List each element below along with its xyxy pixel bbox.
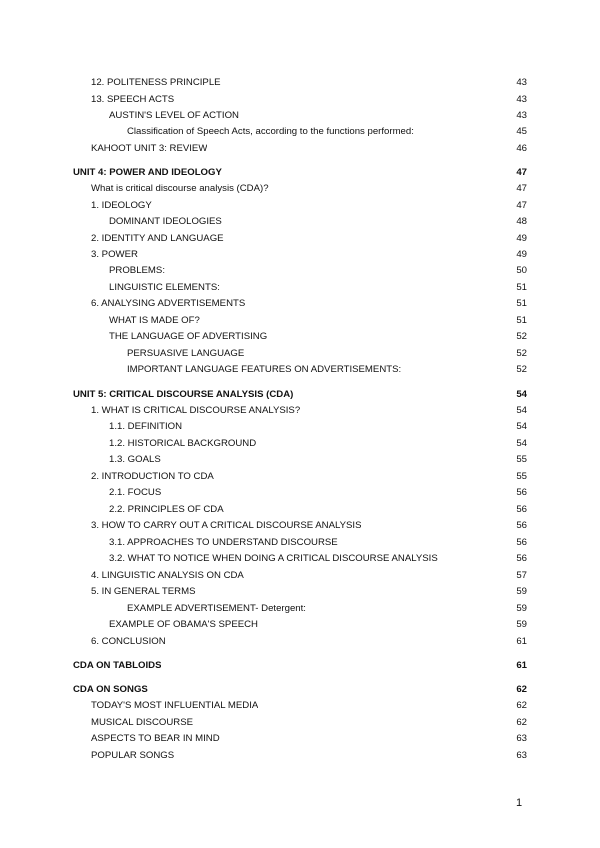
toc-entry-title: 5. IN GENERAL TERMS xyxy=(91,586,196,597)
toc-entry-title: KAHOOT UNIT 3: REVIEW xyxy=(91,143,208,154)
toc-entry[interactable] xyxy=(109,619,527,631)
toc-entry-title: CDA ON TABLOIDS xyxy=(73,660,162,671)
toc-entry[interactable] xyxy=(91,520,527,532)
toc-entry-title: PROBLEMS: xyxy=(109,265,165,276)
toc-entry-page: 62 xyxy=(516,700,527,711)
toc-entry[interactable] xyxy=(109,504,527,516)
toc-entry-page: 57 xyxy=(516,570,527,581)
toc-entry-title: AUSTIN'S LEVEL OF ACTION xyxy=(109,110,239,121)
toc-entry-page: 56 xyxy=(516,487,527,498)
toc-entry-page: 46 xyxy=(516,143,527,154)
toc-entry-page: 54 xyxy=(516,421,527,432)
toc-entry-title: 1.1. DEFINITION xyxy=(109,421,183,432)
toc-entry[interactable] xyxy=(127,603,527,615)
toc-entry[interactable] xyxy=(73,684,527,696)
toc-entry[interactable] xyxy=(109,216,527,228)
toc-entry[interactable] xyxy=(91,200,527,212)
toc-entry-page: 43 xyxy=(516,94,527,105)
toc-entry[interactable] xyxy=(127,126,527,138)
toc-entry-title: TODAY'S MOST INFLUENTIAL MEDIA xyxy=(91,700,259,711)
toc-entry[interactable] xyxy=(91,700,527,712)
toc-entry-page: 47 xyxy=(516,183,527,194)
toc-entry-title: 3.2. WHAT TO NOTICE WHEN DOING A CRITICAL DISCOURSE ANALYSIS xyxy=(109,553,438,564)
toc-entry-page: 51 xyxy=(516,315,527,326)
toc-entry[interactable] xyxy=(109,537,527,549)
toc-entry-title: CDA ON SONGS xyxy=(73,684,148,695)
toc-entry-title: 2. IDENTITY AND LANGUAGE xyxy=(91,233,224,244)
toc-entry[interactable] xyxy=(91,298,527,310)
toc-entry[interactable] xyxy=(91,750,527,762)
toc-entry-page: 63 xyxy=(516,750,527,761)
toc-entry[interactable] xyxy=(91,405,527,417)
toc-entry[interactable] xyxy=(91,77,527,89)
toc-entry-page: 56 xyxy=(516,537,527,548)
toc-entry-title: 2. INTRODUCTION TO CDA xyxy=(91,471,214,482)
toc-entry-title: 3. HOW TO CARRY OUT A CRITICAL DISCOURSE ANALYSIS xyxy=(91,520,362,531)
toc-entry[interactable] xyxy=(109,282,527,294)
toc-entry-title: DOMINANT IDEOLOGIES xyxy=(109,216,222,227)
toc-entry[interactable] xyxy=(91,570,527,582)
toc-entry[interactable] xyxy=(109,487,527,499)
toc-entry-page: 43 xyxy=(516,110,527,121)
toc-entry-page: 47 xyxy=(516,167,527,178)
toc-entry-page: 56 xyxy=(516,520,527,531)
toc-entry-title: 1. WHAT IS CRITICAL DISCOURSE ANALYSIS? xyxy=(91,405,301,416)
toc-entry[interactable] xyxy=(91,717,527,729)
toc-entry-page: 51 xyxy=(516,282,527,293)
toc-entry-page: 45 xyxy=(516,126,527,137)
toc-entry-title: EXAMPLE ADVERTISEMENT- Detergent: xyxy=(127,603,306,614)
toc-entry-page: 50 xyxy=(516,265,527,276)
toc-entry[interactable] xyxy=(91,94,527,106)
toc-entry-page: 48 xyxy=(516,216,527,227)
toc-entry-page: 52 xyxy=(516,331,527,342)
toc-entry-title: Classification of Speech Acts, according to the functions performed: xyxy=(127,126,414,137)
toc-entry-title: THE LANGUAGE OF ADVERTISING xyxy=(109,331,268,342)
toc-entry-title: MUSICAL DISCOURSE xyxy=(91,717,193,728)
toc-entry-page: 56 xyxy=(516,504,527,515)
toc-entry-page: 59 xyxy=(516,619,527,630)
toc-entry-page: 59 xyxy=(516,603,527,614)
toc-entry-page: 49 xyxy=(516,233,527,244)
toc-entry[interactable] xyxy=(109,454,527,466)
toc-entry[interactable] xyxy=(127,364,527,376)
toc-entry-title: 1.3. GOALS xyxy=(109,454,161,465)
toc-entry[interactable] xyxy=(109,315,527,327)
toc-entry-page: 59 xyxy=(516,586,527,597)
toc-entry[interactable] xyxy=(91,143,527,155)
toc-entry-title: PERSUASIVE LANGUAGE xyxy=(127,348,245,359)
toc-entry-title: ASPECTS TO BEAR IN MIND xyxy=(91,733,220,744)
toc-entry-title: UNIT 4: POWER AND IDEOLOGY xyxy=(73,167,222,178)
toc-entry-page: 63 xyxy=(516,733,527,744)
toc-entry-page: 49 xyxy=(516,249,527,260)
toc-entry-title: 1. IDEOLOGY xyxy=(91,200,152,211)
toc-entry[interactable] xyxy=(91,471,527,483)
toc-entry-title: 2.2. PRINCIPLES OF CDA xyxy=(109,504,224,515)
toc-entry[interactable] xyxy=(109,265,527,277)
toc-entry[interactable] xyxy=(109,421,527,433)
toc-entry-page: 43 xyxy=(516,77,527,88)
toc-entry-title: 3.1. APPROACHES TO UNDERSTAND DISCOURSE xyxy=(109,537,338,548)
toc-entry-title: What is critical discourse analysis (CDA)? xyxy=(91,183,269,194)
toc-entry-page: 61 xyxy=(516,660,527,671)
toc-entry-title: POPULAR SONGS xyxy=(91,750,175,761)
toc-entry-page: 62 xyxy=(516,684,527,695)
toc-entry[interactable] xyxy=(73,660,527,672)
toc-entry-page: 52 xyxy=(516,364,527,375)
toc-entry-title: 4. LINGUISTIC ANALYSIS ON CDA xyxy=(91,570,244,581)
toc-entry[interactable] xyxy=(91,183,527,195)
toc-entry[interactable] xyxy=(91,249,527,261)
toc-entry-page: 62 xyxy=(516,717,527,728)
toc-entry-title: UNIT 5: CRITICAL DISCOURSE ANALYSIS (CDA) xyxy=(73,389,294,400)
toc-entry[interactable] xyxy=(109,438,527,450)
toc-entry-title: WHAT IS MADE OF? xyxy=(109,315,200,326)
toc-entry-page: 54 xyxy=(516,389,527,400)
toc-entry[interactable] xyxy=(91,636,527,648)
toc-entry-title: IMPORTANT LANGUAGE FEATURES ON ADVERTISEMENTS: xyxy=(127,364,402,375)
toc-entry-page: 61 xyxy=(516,636,527,647)
toc-entry[interactable] xyxy=(73,389,527,401)
toc-entry-page: 56 xyxy=(516,553,527,564)
toc-entry-page: 55 xyxy=(516,471,527,482)
toc-entry-title: 12. POLITENESS PRINCIPLE xyxy=(91,77,221,88)
toc-entry[interactable] xyxy=(109,553,527,565)
toc-entry-page: 55 xyxy=(516,454,527,465)
toc-entry[interactable] xyxy=(109,331,527,343)
toc-entry-title: 6. ANALYSING ADVERTISEMENTS xyxy=(91,298,246,309)
toc-entry[interactable] xyxy=(91,586,527,598)
toc-entry-title: 1.2. HISTORICAL BACKGROUND xyxy=(109,438,257,449)
toc-entry-title: EXAMPLE OF OBAMA'S SPEECH xyxy=(109,619,258,630)
toc-entry[interactable] xyxy=(91,233,527,245)
toc-entry[interactable] xyxy=(73,167,527,179)
toc-entry[interactable] xyxy=(91,733,527,745)
toc-entry-page: 51 xyxy=(516,298,527,309)
toc-entry-title: LINGUISTIC ELEMENTS: xyxy=(109,282,220,293)
toc-entry-page: 54 xyxy=(516,438,527,449)
toc-entry-title: 3. POWER xyxy=(91,249,138,260)
toc-entry-page: 54 xyxy=(516,405,527,416)
toc-entry-title: 6. CONCLUSION xyxy=(91,636,166,647)
toc-entry[interactable] xyxy=(109,110,527,122)
toc-entry-page: 52 xyxy=(516,348,527,359)
toc-entry[interactable] xyxy=(127,348,527,360)
toc-entry-page: 47 xyxy=(516,200,527,211)
page-number: 1 xyxy=(516,797,523,809)
toc-entry-title: 2.1. FOCUS xyxy=(109,487,162,498)
toc-entry-title: 13. SPEECH ACTS xyxy=(91,94,175,105)
